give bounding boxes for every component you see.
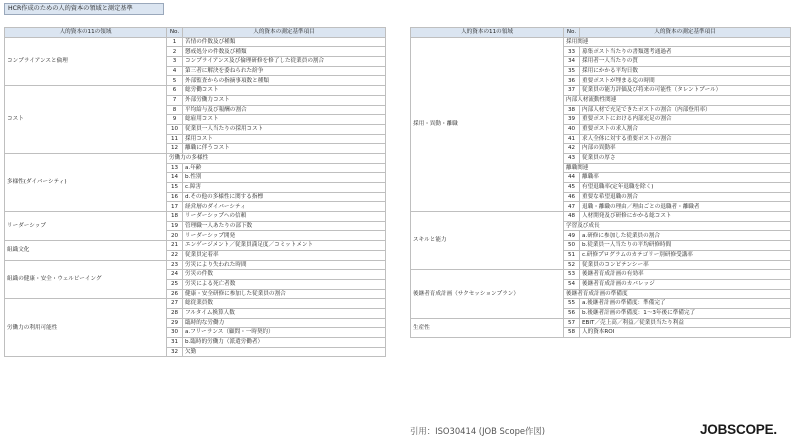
metric-number: 29 [167,318,183,328]
metric-item: a.年齢 [183,163,386,173]
metric-number: 55 [564,299,580,309]
subgroup-label: 内部人材流動性関連 [564,95,791,105]
logo-text: JOBSCOPE. [700,421,777,437]
metric-number: 28 [167,308,183,318]
table-row [5,241,386,251]
table-row [5,153,386,163]
metric-number: 33 [564,47,580,57]
metric-number: 39 [564,115,580,125]
metric-item: d.その他の多様性に関する指標 [183,192,386,202]
metric-item: 臨時的な労働力 [183,318,386,328]
right-metrics-table [410,27,791,338]
category-cell: 多様性(ダイバーシティ) [5,153,167,211]
category-cell: コンプライアンスと倫理 [5,37,167,85]
metric-number: 35 [564,66,580,76]
subgroup-label: 離職関連 [564,163,791,173]
metric-item: リーダーシップ開発 [183,231,386,241]
metric-item: 総従業員数 [183,299,386,309]
metric-item: b.従業員一人当たりの平均研修時間 [580,241,791,251]
metric-number: 9 [167,115,183,125]
metric-number: 44 [564,173,580,183]
metric-item: 重要な希望退職の割合 [580,192,791,202]
table-row [411,212,791,222]
metric-number: 3 [167,57,183,67]
metric-item: EBIT／売上高／利益／従業員当たり利益 [580,318,791,328]
metric-item: 重要ポストが埋まる迄の時間 [580,76,791,86]
metric-item: 後継者育成計画のカバレッジ [580,279,791,289]
metric-number: 14 [167,173,183,183]
metric-number: 36 [564,76,580,86]
metric-item: コンプライアンス及び倫理研修を修了した従業員の割合 [183,57,386,67]
metric-number: 27 [167,299,183,309]
subgroup-label: 労働力の多様性 [167,153,386,163]
metric-item: c.研修プログラムのカテゴリー別研修受講率 [580,250,791,260]
metric-number: 49 [564,231,580,241]
metric-item: 後継者育成計画の有効率 [580,270,791,280]
metric-item: 退職・離職の理由／理由ごとの退職者・離職者 [580,202,791,212]
metric-number: 51 [564,250,580,260]
metric-item: 総雇用コスト [183,115,386,125]
metric-number: 4 [167,66,183,76]
metric-item: 第三者に解決を委ねられた紛争 [183,66,386,76]
metric-number: 5 [167,76,183,86]
metric-item: 労災により失われた時間 [183,260,386,270]
subgroup-label: 学習及び成長 [564,221,791,231]
table-row [5,260,386,270]
metric-item: 従業員の厚さ [580,153,791,163]
metric-item: 健康・安全研修に参加した従業員の割合 [183,289,386,299]
source-caption: 引用：ISO30414 (JOB Scope作図) [410,426,546,436]
metric-number: 40 [564,124,580,134]
metric-number: 57 [564,318,580,328]
metric-number: 32 [167,347,183,357]
metric-item: 従業員定着率 [183,250,386,260]
metric-item: リーダーシップへの信頼 [183,212,386,222]
metric-number: 25 [167,279,183,289]
metric-number: 2 [167,47,183,57]
table-row [5,37,386,47]
metric-number: 34 [564,57,580,67]
table-row [5,86,386,96]
metric-number: 12 [167,144,183,154]
metric-number: 58 [564,328,580,338]
metric-item: 欠勤 [183,347,386,357]
metric-number: 11 [167,134,183,144]
metric-number: 46 [564,192,580,202]
metric-item: 重要ポストの求人割合 [580,124,791,134]
page-title: HCR作成のための人的資本の領域と測定基準 [4,3,164,15]
metric-number: 8 [167,105,183,115]
metric-number: 52 [564,260,580,270]
metric-number: 18 [167,212,183,222]
metric-number: 26 [167,289,183,299]
subgroup-label: 採用関連 [564,37,791,47]
metric-item: 従業員のコンピテンシー率 [580,260,791,270]
table-row [411,37,791,47]
metric-item: 採用コスト [183,134,386,144]
metric-number: 1 [167,37,183,47]
table-row [5,212,386,222]
metric-number: 38 [564,105,580,115]
category-cell: コスト [5,86,167,154]
metric-item: 内部人材で充足できたポストの割合（内部登用率） [580,105,791,115]
metric-number: 45 [564,183,580,193]
left-metrics-table [4,27,386,357]
metric-number: 43 [564,153,580,163]
category-header: 人的資本の11の領域 [411,28,564,38]
metric-item: a.フリーランス（顧問・一時契約） [183,328,386,338]
metric-item: 採用にかかる平均日数 [580,66,791,76]
metric-number: 50 [564,241,580,251]
metric-number: 42 [564,144,580,154]
metric-number: 56 [564,308,580,318]
metric-item: 従業員一人当たりの採用コスト [183,124,386,134]
metric-number: 41 [564,134,580,144]
metric-item: b.臨時的労働力（派遣労働者） [183,338,386,348]
metric-number: 24 [167,270,183,280]
metric-item: エンゲージメント／従業員満足度／コミットメント [183,241,386,251]
metric-number: 31 [167,338,183,348]
table-row [5,299,386,309]
metric-item: 平均給与及び報酬の割合 [183,105,386,115]
metric-header: 人的資本の測定基準項目 [580,28,791,38]
metric-item: 経営層のダイバーシティ [183,202,386,212]
metric-item: 管理職一人あたりの部下数 [183,221,386,231]
metric-number: 22 [167,250,183,260]
category-cell: 組織の健康・安全・ウェルビーイング [5,260,167,299]
metric-number: 17 [167,202,183,212]
subgroup-label: 後継者育成計画の準備度 [564,289,791,299]
metric-item: 採用者一人当たりの質 [580,57,791,67]
metric-number: 13 [167,163,183,173]
metric-number: 47 [564,202,580,212]
metric-item: 懲戒処分の件数及び種類 [183,47,386,57]
table-row [411,270,791,280]
metric-item: 離職率 [580,173,791,183]
metric-number: 15 [167,183,183,193]
metric-number: 21 [167,241,183,251]
category-cell: スキルと能力 [411,212,564,270]
metric-item: 求人全体に対する重要ポストの割合 [580,134,791,144]
metric-header: 人的資本の測定基準項目 [183,28,386,38]
metric-item: a.研修に参加した従業員の割合 [580,231,791,241]
category-cell: 組織文化 [5,241,167,260]
table-row [411,318,791,328]
metric-item: b.後継者計画の準備度：1～3年後に準備完了 [580,308,791,318]
metric-number: 37 [564,86,580,96]
metric-number: 10 [167,124,183,134]
metric-item: 人的資本ROI [580,328,791,338]
metric-item: 総労働コスト [183,86,386,96]
metric-number: 48 [564,212,580,222]
metric-number: 20 [167,231,183,241]
metric-item: 人材開発及び研修にかかる総コスト [580,212,791,222]
metric-item: 募集ポスト当たりの書類選考通過者 [580,47,791,57]
metric-item: 内部の異動率 [580,144,791,154]
metric-number: 7 [167,95,183,105]
no-header: No. [167,28,183,38]
no-header: No. [564,28,580,38]
category-header: 人的資本の11の領域 [5,28,167,38]
category-cell: 生産性 [411,318,564,337]
metric-item: 重要ポストにおける内部充足の割合 [580,115,791,125]
metric-number: 54 [564,279,580,289]
metric-number: 6 [167,86,183,96]
metric-item: 有望退職率(定年退職を除く) [580,183,791,193]
metric-number: 16 [167,192,183,202]
jobscope-logo [700,420,796,438]
metric-item: b.性別 [183,173,386,183]
metric-item: フルタイム換算人数 [183,308,386,318]
metric-item: 労災の件数 [183,270,386,280]
metric-item: c.障害 [183,183,386,193]
metric-item: 外部労働力コスト [183,95,386,105]
metric-item: 労災による死亡者数 [183,279,386,289]
category-cell: リーダーシップ [5,212,167,241]
metric-item: 従業員の能力評価及び将来の可能性（タレントプール） [580,86,791,96]
metric-item: 苦情の件数及び種類 [183,37,386,47]
metric-item: 外部監査からの指摘事項数と種類 [183,76,386,86]
metric-number: 53 [564,270,580,280]
metric-number: 30 [167,328,183,338]
category-cell: 労働力の利用可能性 [5,299,167,357]
metric-item: a.後継者計画の準備度：準備完了 [580,299,791,309]
metric-number: 23 [167,260,183,270]
category-cell: 後継者育成計画（サクセッションプラン） [411,270,564,318]
category-cell: 採用・異動・離職 [411,37,564,211]
metric-number: 19 [167,221,183,231]
metric-item: 離職に伴うコスト [183,144,386,154]
